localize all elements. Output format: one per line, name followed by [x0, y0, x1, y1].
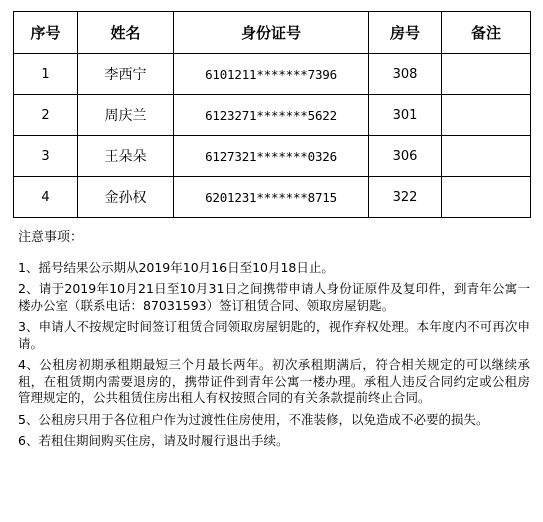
- cell-name: 周庆兰: [78, 95, 174, 136]
- table-row: [14, 177, 531, 218]
- header-name: 姓名: [78, 12, 174, 54]
- cell-remarks: [442, 95, 531, 136]
- allocation-table: [13, 11, 531, 218]
- cell-name: 金孙权: [78, 177, 174, 218]
- cell-index: 4: [14, 177, 78, 218]
- header-id-number: 身份证号: [174, 12, 369, 54]
- notes-item: 5、公租房只用于各位租户作为过渡性住房使用，不准装修，以免造成不必要的损失。: [18, 411, 489, 427]
- cell-id-number: 6201231*******8715: [174, 177, 369, 218]
- notes-heading: 注意事项：: [18, 230, 84, 245]
- cell-index: 1: [14, 54, 78, 95]
- cell-name: 王朵朵: [78, 136, 174, 177]
- header-room: 房号: [369, 12, 442, 54]
- notes-item: 6、若租住期间购买住房，请及时履行退出手续。: [18, 433, 289, 448]
- table-header-row: [14, 12, 531, 54]
- notes-section: [18, 230, 530, 455]
- cell-id-number: 6123271*******5622: [174, 95, 369, 136]
- cell-index: 3: [14, 136, 78, 177]
- notes-item: 1、摇号结果公示期从2019年10月16日至10月18日止。: [18, 259, 334, 275]
- cell-id-number: 6101211*******7396: [174, 54, 369, 95]
- cell-remarks: [442, 54, 531, 95]
- notes-item: 3、申请人不按规定时间签订租赁合同领取房屋钥匙的，视作弃权处理。本年度内不可再次申请。: [18, 319, 530, 351]
- header-remarks: 备注: [442, 12, 531, 54]
- cell-remarks: [442, 177, 531, 218]
- cell-name: 李西宁: [78, 54, 174, 95]
- notes-item: 4、公租房初期承租期最短三个月最长两年。初次承租期满后，符合相关规定的可以继续承租，在租赁期内需要退房的，携带证件到青年公寓一楼办理。承租人违反合同约定或公租房管理规定的，公共租赁住房出租人有权按照合同的有关条款提前终止合同。: [18, 357, 530, 405]
- header-index: 序号: [14, 12, 78, 54]
- cell-room: 301: [369, 95, 442, 136]
- notes-item: 2、请于2019年10月21日至10月31日之间携带申请人身份证原件及复印件，到青年公寓一楼办公室（联系电话：87031593）签订租赁合同、领取房屋钥匙。: [18, 281, 530, 313]
- cell-remarks: [442, 136, 531, 177]
- table-row: [14, 136, 531, 177]
- table-row: [14, 95, 531, 136]
- cell-id-number: 6127321*******0326: [174, 136, 369, 177]
- cell-room: 308: [369, 54, 442, 95]
- cell-index: 2: [14, 95, 78, 136]
- cell-room: 306: [369, 136, 442, 177]
- cell-room: 322: [369, 177, 442, 218]
- table-row: [14, 54, 531, 95]
